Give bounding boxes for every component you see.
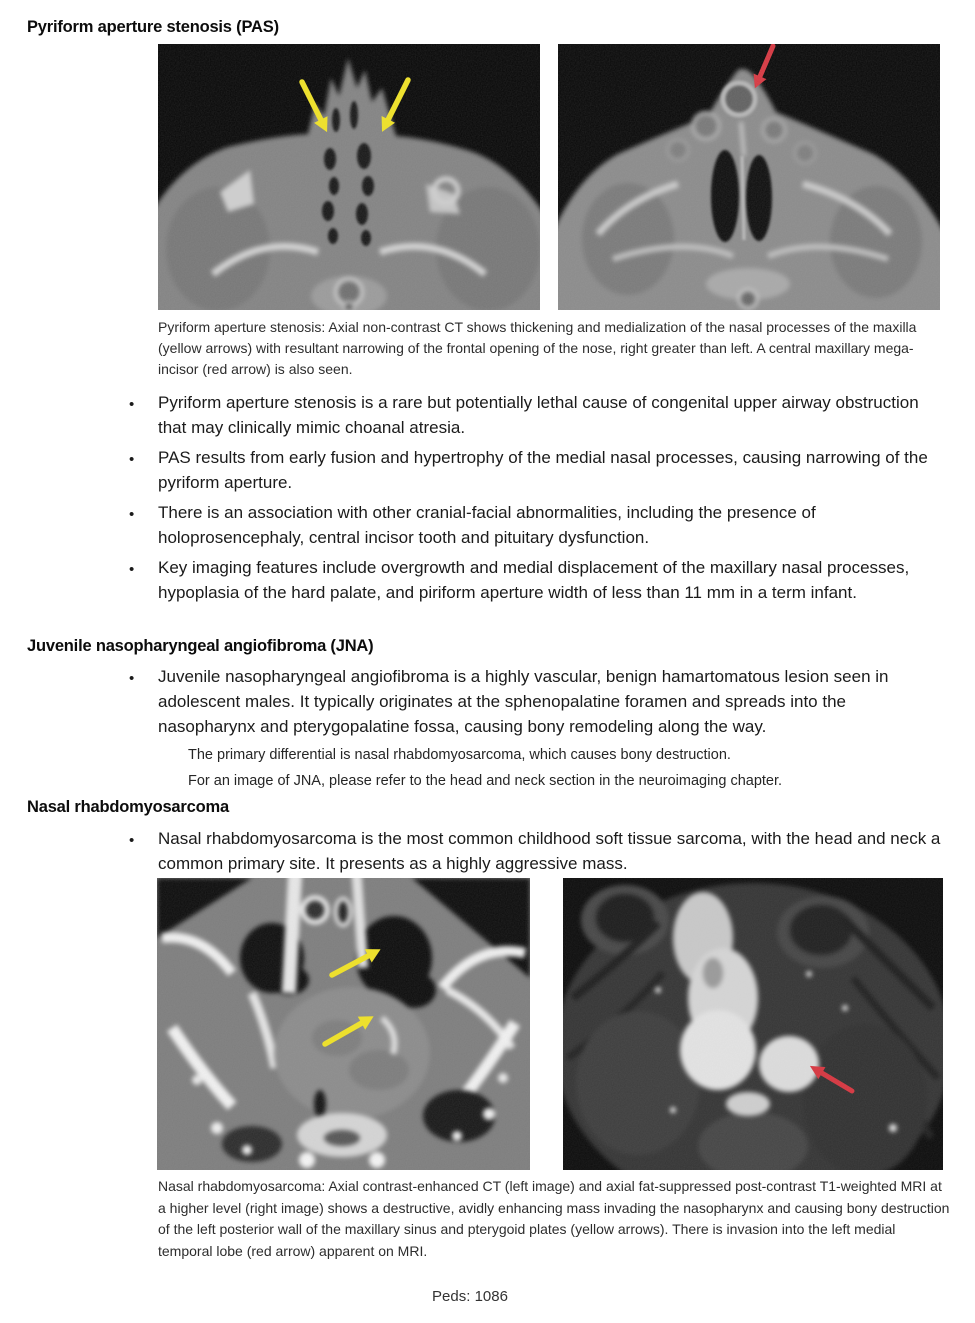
bullet-marker bbox=[129, 826, 158, 852]
mri-scan-image bbox=[563, 878, 943, 1170]
bullet-marker bbox=[129, 500, 158, 526]
section-heading-pas: Pyriform aperture stenosis (PAS) bbox=[27, 18, 279, 36]
film-grain-overlay bbox=[157, 878, 530, 1170]
figure-rhabdo-contrast-ct bbox=[157, 878, 530, 1170]
bullet-item bbox=[129, 664, 947, 739]
subnote-reference: For an image of JNA, please refer to the head and neck section in the neuroimaging chapter. bbox=[188, 773, 783, 789]
axial-ct-scan-image bbox=[158, 44, 540, 310]
film-grain-overlay bbox=[158, 44, 540, 310]
section-heading-jna: Juvenile nasopharyngeal angiofibroma (JNA) bbox=[27, 637, 374, 655]
bullet-marker bbox=[129, 664, 158, 690]
bullet-item bbox=[129, 445, 947, 495]
film-grain-overlay bbox=[558, 44, 940, 310]
figure-caption-rhabdo: Nasal rhabdomyosarcoma: Axial contrast-enhanced CT (left image) and axial fat-suppressed post-contrast T1-weighted MRI at a higher level (right image) shows a destructive, avidly enhancing mass invading the nasopharynx and causing bony destruction of the left posterior wall of the maxillary sinus and pterygoid plates (yellow arrows). There is invasion into the left medial temporal lobe (red arrow) apparent on MRI. bbox=[158, 1178, 950, 1259]
figure-caption-pas: Pyriform aperture stenosis: Axial non-contrast CT shows thickening and medialization of the nasal processes of the maxilla (yellow arrows) with resultant narrowing of the frontal opening of the nose, right greater than left. A central maxillary mega-incisor (red arrow) is also seen. bbox=[158, 319, 917, 377]
bullet-text: PAS results from early fusion and hypertrophy of the medial nasal processes, causing narrowing of the pyriform aperture. bbox=[158, 448, 928, 492]
bullet-text: Pyriform aperture stenosis is a rare but potentially lethal cause of congenital upper airway obstruction that may clinically mimic choanal atresia. bbox=[158, 393, 919, 437]
bullet-item bbox=[129, 500, 947, 550]
bullet-text: There is an association with other cranial-facial abnormalities, including the presence of holoprosencephaly, central incisor tooth and pituitary dysfunction. bbox=[158, 503, 816, 547]
bullet-item bbox=[129, 390, 947, 440]
bullet-text: Juvenile nasopharyngeal angiofibroma is a highly vascular, benign hamartomatous lesion seen in adolescent males. It typically originates at the sphenopalatine foramen and spreads into the nasopharynx and pterygopalatine fossa, causing bony remodeling along the way. bbox=[158, 667, 889, 736]
film-grain-overlay bbox=[563, 878, 943, 1170]
subnote-differential: The primary differential is nasal rhabdomyosarcoma, which causes bony destruction. bbox=[188, 747, 731, 763]
bullet-text: Nasal rhabdomyosarcoma is the most common childhood soft tissue sarcoma, with the head and neck a common primary site. It presents as a highly aggressive mass. bbox=[158, 829, 941, 873]
contrast-ct-scan-image bbox=[157, 878, 530, 1170]
figure-pas-axial-ct-right bbox=[558, 44, 940, 310]
bullet-item bbox=[129, 555, 947, 605]
bullet-marker bbox=[129, 555, 158, 581]
figure-pas-axial-ct-left bbox=[158, 44, 540, 310]
page-number: Peds: 1086 bbox=[432, 1288, 508, 1305]
bullet-marker bbox=[129, 445, 158, 471]
figure-rhabdo-mri bbox=[563, 878, 943, 1170]
bullet-marker bbox=[129, 390, 158, 416]
section-heading-rhabdo: Nasal rhabdomyosarcoma bbox=[27, 798, 229, 816]
axial-ct-scan-image bbox=[558, 44, 940, 310]
bullet-item bbox=[129, 826, 947, 876]
bullet-text: Key imaging features include overgrowth and medial displacement of the maxillary nasal processes, hypoplasia of the hard palate, and piriform aperture width of less than 11 mm in a term infant. bbox=[158, 558, 910, 602]
